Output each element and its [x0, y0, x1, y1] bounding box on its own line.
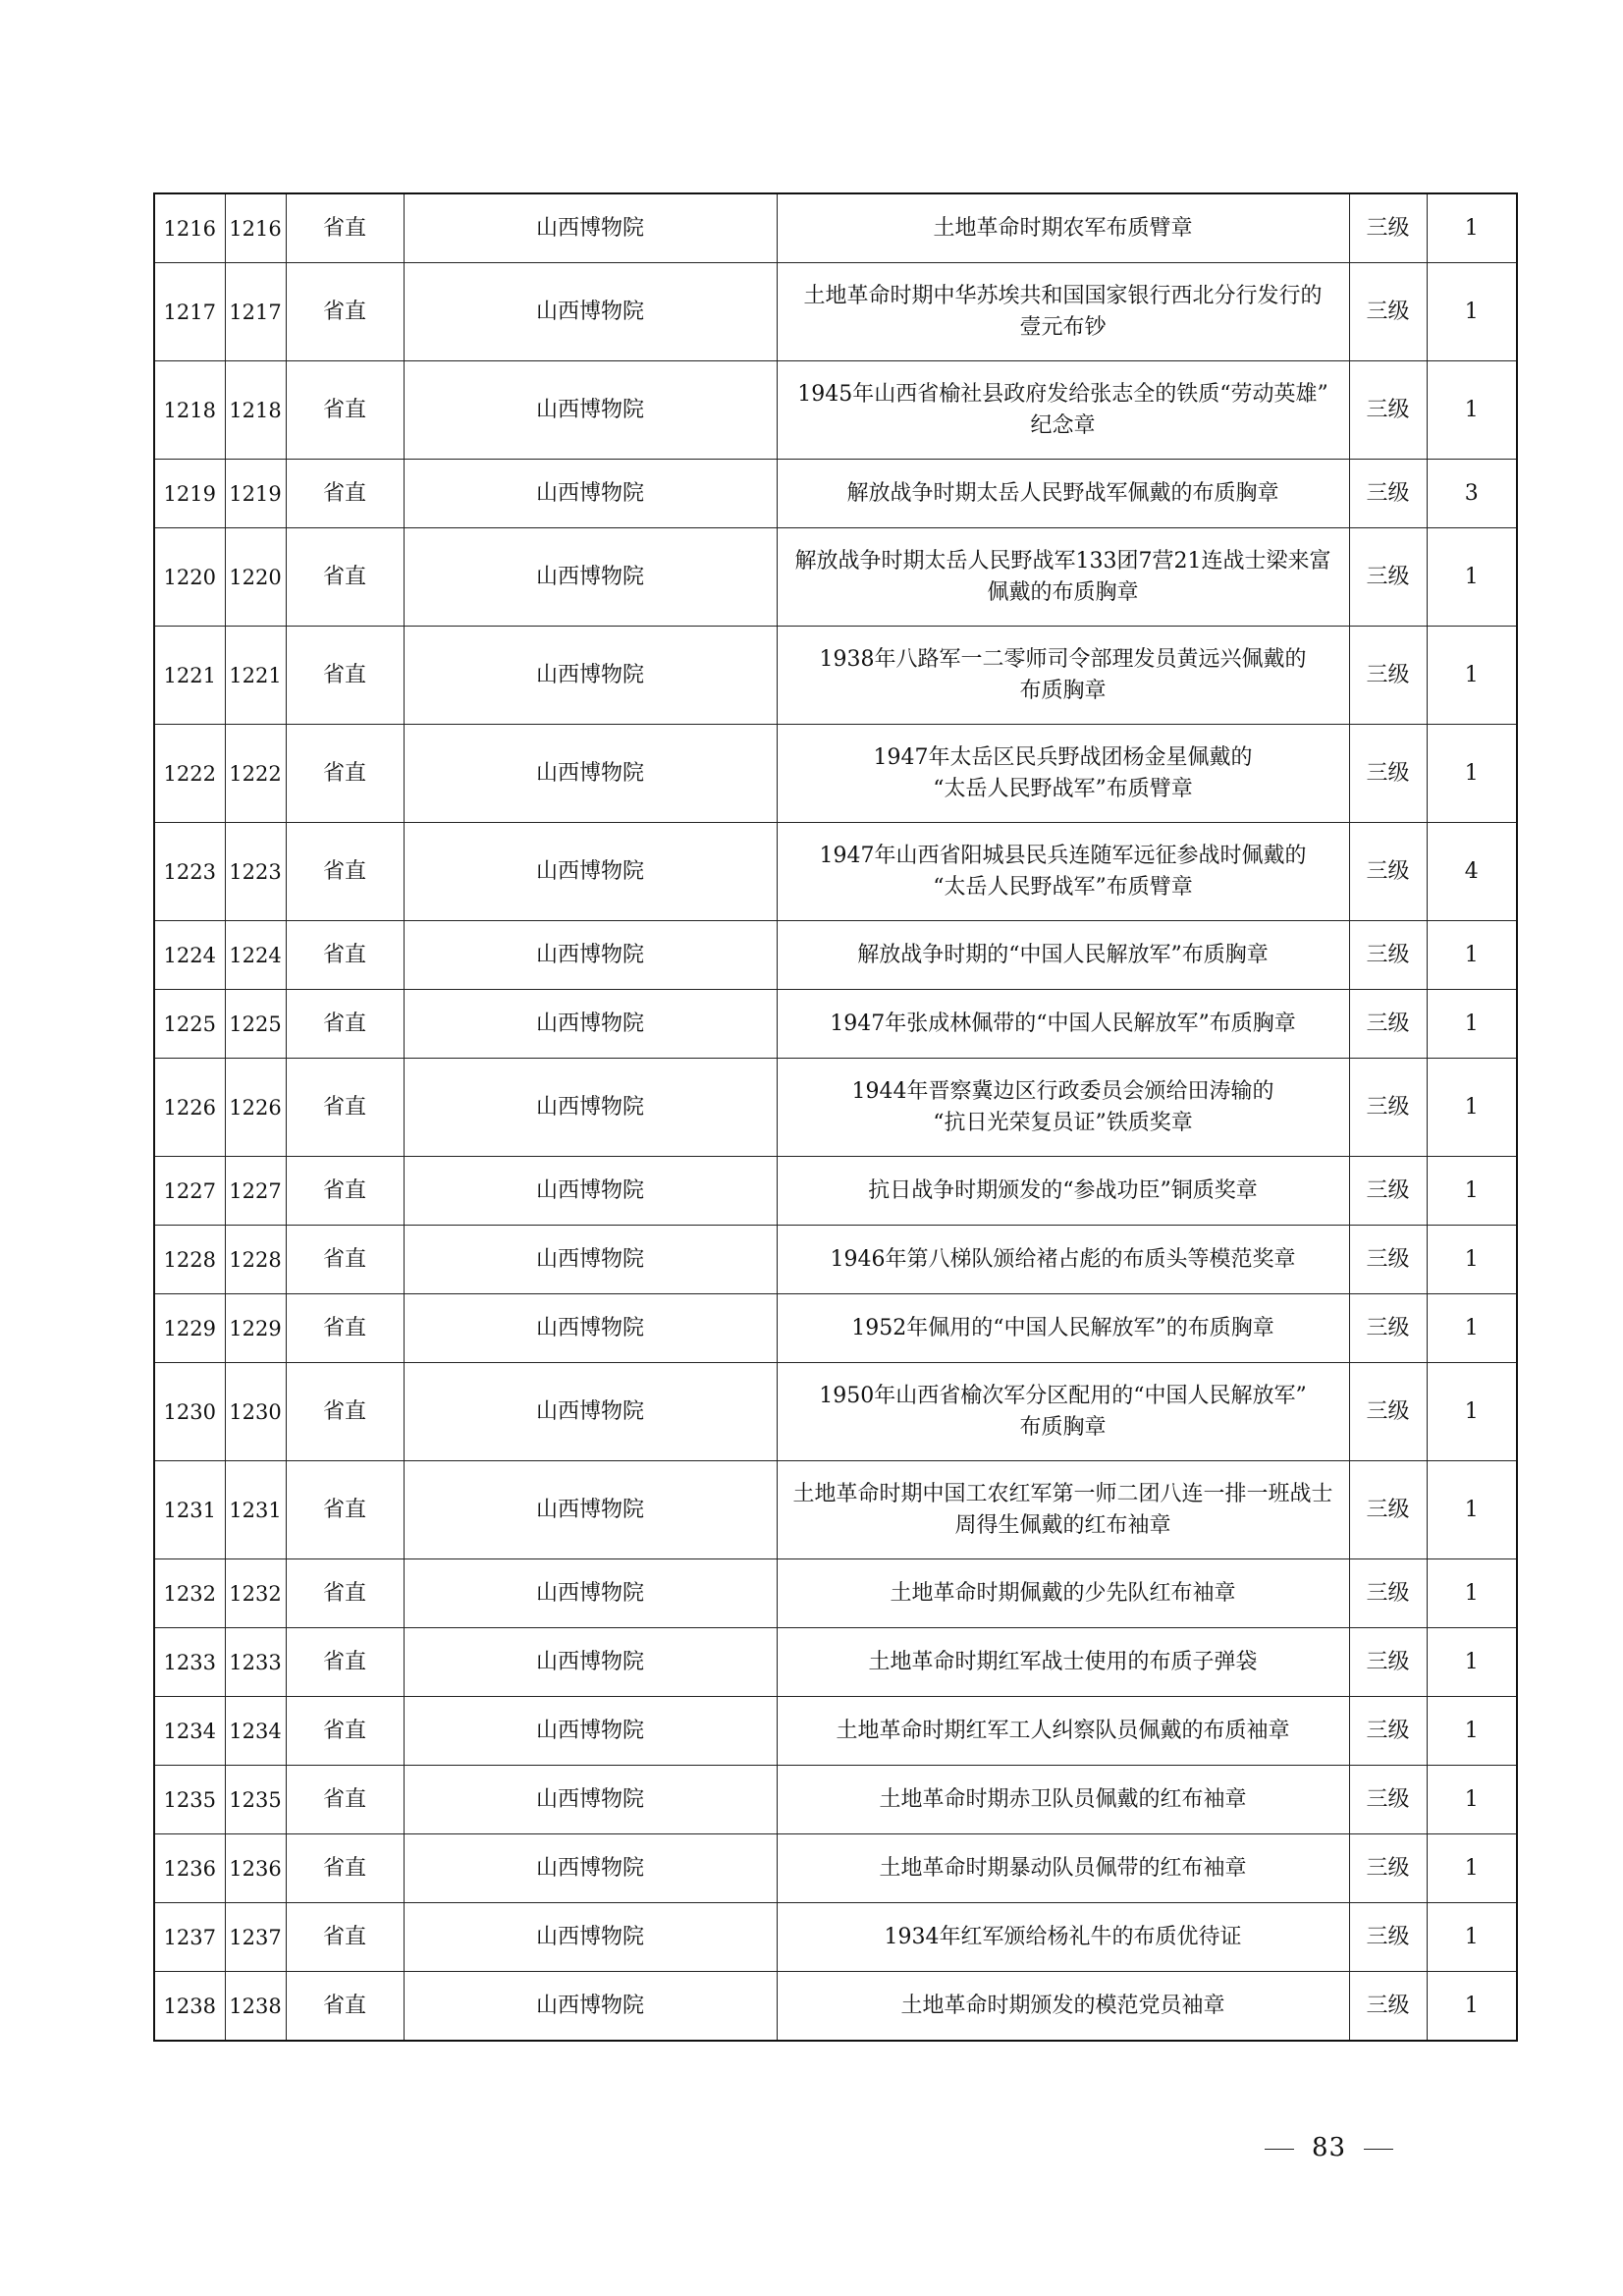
item-name-line: 1944年晋察冀边区行政委员会颁给田涛输的	[851, 1078, 1274, 1104]
item-name-line: 1947年山西省阳城县民兵连随军远征参战时佩戴的	[819, 843, 1307, 868]
cell-item-name	[777, 1157, 1349, 1226]
cell-item-code: 1232	[225, 1559, 286, 1628]
cell-level: 省直	[286, 990, 404, 1059]
cell-serial-number: 1224	[154, 921, 225, 990]
cell-grade: 三级	[1349, 193, 1427, 263]
table-row	[154, 460, 1517, 528]
cell-grade: 三级	[1349, 921, 1427, 990]
item-name-line: 纪念章	[1030, 412, 1096, 438]
item-name-line: 抗日战争时期颁发的“参战功臣”铜质奖章	[868, 1177, 1258, 1203]
cell-serial-number: 1229	[154, 1294, 225, 1363]
cell-unit: 山西博物院	[404, 1157, 777, 1226]
cell-unit: 山西博物院	[404, 823, 777, 921]
item-name-line: 土地革命时期中华苏埃共和国国家银行西北分行发行的	[803, 283, 1323, 308]
item-name-line: 佩戴的布质胸章	[987, 579, 1139, 605]
cell-serial-number: 1232	[154, 1559, 225, 1628]
cell-item-code: 1225	[225, 990, 286, 1059]
item-name-line: “抗日光荣复员证”铁质奖章	[933, 1110, 1193, 1135]
cell-grade: 三级	[1349, 460, 1427, 528]
cell-level: 省直	[286, 1059, 404, 1157]
page-dash-right	[1364, 2149, 1393, 2150]
table-row	[154, 1363, 1517, 1461]
cell-serial-number: 1231	[154, 1461, 225, 1559]
cell-quantity: 1	[1427, 1226, 1517, 1294]
cell-level: 省直	[286, 528, 404, 627]
item-name-line: 周得生佩戴的红布袖章	[954, 1512, 1171, 1538]
table-row	[154, 1226, 1517, 1294]
cell-quantity: 1	[1427, 990, 1517, 1059]
cell-item-name	[777, 627, 1349, 725]
cell-item-name	[777, 1972, 1349, 2042]
cell-level: 省直	[286, 921, 404, 990]
table-row	[154, 823, 1517, 921]
cell-unit: 山西博物院	[404, 1972, 777, 2042]
cell-quantity: 1	[1427, 921, 1517, 990]
cell-quantity: 1	[1427, 1363, 1517, 1461]
cell-serial-number: 1219	[154, 460, 225, 528]
cell-grade: 三级	[1349, 1972, 1427, 2042]
cell-unit: 山西博物院	[404, 1294, 777, 1363]
cell-level: 省直	[286, 460, 404, 528]
page-number-text: 83	[1312, 2133, 1347, 2162]
cell-item-name	[777, 1559, 1349, 1628]
cell-item-name	[777, 1059, 1349, 1157]
cell-grade: 三级	[1349, 1628, 1427, 1697]
cell-grade: 三级	[1349, 1294, 1427, 1363]
cell-item-code: 1236	[225, 1834, 286, 1903]
cell-level: 省直	[286, 1628, 404, 1697]
table-row	[154, 1559, 1517, 1628]
cell-item-code: 1228	[225, 1226, 286, 1294]
item-name-line: 1950年山西省榆次军分区配用的“中国人民解放军”	[819, 1383, 1307, 1408]
cell-unit: 山西博物院	[404, 1461, 777, 1559]
item-name-line: 土地革命时期颁发的模范党员袖章	[900, 1993, 1225, 2018]
item-name-line: 布质胸章	[1019, 1414, 1107, 1440]
item-name-line: 解放战争时期的“中国人民解放军”布质胸章	[857, 942, 1269, 967]
cell-serial-number: 1217	[154, 263, 225, 361]
cell-grade: 三级	[1349, 1461, 1427, 1559]
cell-grade: 三级	[1349, 1559, 1427, 1628]
cell-quantity: 1	[1427, 1059, 1517, 1157]
cell-quantity: 1	[1427, 193, 1517, 263]
table-row	[154, 1697, 1517, 1766]
cell-level: 省直	[286, 361, 404, 460]
cell-serial-number: 1218	[154, 361, 225, 460]
cell-unit: 山西博物院	[404, 990, 777, 1059]
cell-level: 省直	[286, 627, 404, 725]
cell-item-code: 1235	[225, 1766, 286, 1834]
cell-item-code: 1230	[225, 1363, 286, 1461]
item-name-line: 布质胸章	[1019, 678, 1107, 703]
item-name-line: 土地革命时期中国工农红军第一师二团八连一排一班战士	[792, 1481, 1333, 1506]
cell-unit: 山西博物院	[404, 528, 777, 627]
cell-unit: 山西博物院	[404, 921, 777, 990]
cell-item-name	[777, 1628, 1349, 1697]
cell-item-name	[777, 1226, 1349, 1294]
cell-item-code: 1220	[225, 528, 286, 627]
item-name-line: 1947年张成林佩带的“中国人民解放军”布质胸章	[830, 1011, 1296, 1036]
cell-unit: 山西博物院	[404, 1766, 777, 1834]
cell-quantity: 1	[1427, 1294, 1517, 1363]
item-name-line: 1938年八路军一二零师司令部理发员黄远兴佩戴的	[819, 646, 1307, 672]
table-body	[154, 193, 1517, 2041]
item-name-line: 解放战争时期太岳人民野战军133团7营21连战士梁来富	[794, 548, 1331, 574]
table-row	[154, 1628, 1517, 1697]
collection-table	[153, 192, 1518, 2042]
cell-item-code: 1224	[225, 921, 286, 990]
item-name-line: 壹元布钞	[1019, 314, 1107, 340]
cell-grade: 三级	[1349, 1157, 1427, 1226]
item-name-line: 1946年第八梯队颁给褚占彪的布质头等模范奖章	[830, 1246, 1296, 1272]
cell-serial-number: 1223	[154, 823, 225, 921]
cell-grade: 三级	[1349, 990, 1427, 1059]
cell-grade: 三级	[1349, 1766, 1427, 1834]
cell-level: 省直	[286, 1903, 404, 1972]
item-name-line: 土地革命时期红军战士使用的布质子弹袋	[868, 1649, 1258, 1674]
cell-item-code: 1219	[225, 460, 286, 528]
cell-item-code: 1227	[225, 1157, 286, 1226]
cell-grade: 三级	[1349, 1697, 1427, 1766]
cell-serial-number: 1230	[154, 1363, 225, 1461]
cell-unit: 山西博物院	[404, 460, 777, 528]
cell-item-code: 1222	[225, 725, 286, 823]
cell-item-name	[777, 528, 1349, 627]
cell-serial-number: 1235	[154, 1766, 225, 1834]
cell-quantity: 4	[1427, 823, 1517, 921]
cell-unit: 山西博物院	[404, 263, 777, 361]
cell-quantity: 1	[1427, 1903, 1517, 1972]
item-name-line: 土地革命时期赤卫队员佩戴的红布袖章	[879, 1786, 1247, 1812]
cell-grade: 三级	[1349, 627, 1427, 725]
cell-unit: 山西博物院	[404, 1697, 777, 1766]
cell-item-code: 1221	[225, 627, 286, 725]
table-row	[154, 1903, 1517, 1972]
cell-grade: 三级	[1349, 1363, 1427, 1461]
item-name-line: 解放战争时期太岳人民野战军佩戴的布质胸章	[846, 480, 1279, 506]
cell-unit: 山西博物院	[404, 1226, 777, 1294]
page-number	[1247, 2133, 1411, 2162]
cell-grade: 三级	[1349, 1903, 1427, 1972]
cell-level: 省直	[286, 1226, 404, 1294]
cell-quantity: 1	[1427, 627, 1517, 725]
cell-quantity: 1	[1427, 1766, 1517, 1834]
cell-unit: 山西博物院	[404, 1834, 777, 1903]
cell-grade: 三级	[1349, 1226, 1427, 1294]
table-row	[154, 193, 1517, 263]
cell-item-code: 1233	[225, 1628, 286, 1697]
cell-grade: 三级	[1349, 725, 1427, 823]
cell-level: 省直	[286, 725, 404, 823]
cell-item-code: 1226	[225, 1059, 286, 1157]
cell-unit: 山西博物院	[404, 193, 777, 263]
table-row	[154, 990, 1517, 1059]
cell-item-name	[777, 1461, 1349, 1559]
cell-serial-number: 1227	[154, 1157, 225, 1226]
table-row	[154, 263, 1517, 361]
cell-item-code: 1238	[225, 1972, 286, 2042]
cell-quantity: 1	[1427, 1972, 1517, 2042]
cell-unit: 山西博物院	[404, 1903, 777, 1972]
table-row	[154, 361, 1517, 460]
cell-item-code: 1234	[225, 1697, 286, 1766]
cell-unit: 山西博物院	[404, 725, 777, 823]
cell-quantity: 1	[1427, 528, 1517, 627]
cell-level: 省直	[286, 1461, 404, 1559]
cell-grade: 三级	[1349, 263, 1427, 361]
cell-item-name	[777, 1834, 1349, 1903]
cell-item-name	[777, 823, 1349, 921]
table-row	[154, 725, 1517, 823]
cell-quantity: 1	[1427, 361, 1517, 460]
cell-level: 省直	[286, 1559, 404, 1628]
cell-level: 省直	[286, 1972, 404, 2042]
cell-quantity: 1	[1427, 263, 1517, 361]
cell-item-code: 1217	[225, 263, 286, 361]
item-name-line: 1934年红军颁给杨礼牛的布质优待证	[884, 1924, 1242, 1949]
cell-grade: 三级	[1349, 823, 1427, 921]
cell-quantity: 1	[1427, 1697, 1517, 1766]
cell-item-name	[777, 1766, 1349, 1834]
cell-serial-number: 1226	[154, 1059, 225, 1157]
cell-level: 省直	[286, 1834, 404, 1903]
cell-item-code: 1223	[225, 823, 286, 921]
cell-item-code: 1231	[225, 1461, 286, 1559]
cell-quantity: 3	[1427, 460, 1517, 528]
item-name-line: 土地革命时期暴动队员佩带的红布袖章	[879, 1855, 1247, 1881]
cell-quantity: 1	[1427, 725, 1517, 823]
cell-unit: 山西博物院	[404, 627, 777, 725]
cell-item-name	[777, 361, 1349, 460]
cell-serial-number: 1238	[154, 1972, 225, 2042]
cell-item-name	[777, 1363, 1349, 1461]
cell-item-code: 1216	[225, 193, 286, 263]
cell-item-name	[777, 1903, 1349, 1972]
cell-serial-number: 1233	[154, 1628, 225, 1697]
cell-quantity: 1	[1427, 1559, 1517, 1628]
table-row	[154, 1059, 1517, 1157]
table-row	[154, 1294, 1517, 1363]
table-row	[154, 921, 1517, 990]
cell-level: 省直	[286, 1157, 404, 1226]
table-row	[154, 627, 1517, 725]
cell-item-code: 1237	[225, 1903, 286, 1972]
cell-item-code: 1229	[225, 1294, 286, 1363]
cell-item-name	[777, 193, 1349, 263]
table-row	[154, 1461, 1517, 1559]
cell-serial-number: 1225	[154, 990, 225, 1059]
cell-level: 省直	[286, 1294, 404, 1363]
cell-serial-number: 1222	[154, 725, 225, 823]
cell-item-name	[777, 263, 1349, 361]
cell-serial-number: 1234	[154, 1697, 225, 1766]
cell-unit: 山西博物院	[404, 1559, 777, 1628]
cell-unit: 山西博物院	[404, 1628, 777, 1697]
cell-item-name	[777, 990, 1349, 1059]
cell-level: 省直	[286, 193, 404, 263]
item-name-line: 1952年佩用的“中国人民解放军”的布质胸章	[851, 1315, 1274, 1340]
cell-serial-number: 1221	[154, 627, 225, 725]
cell-quantity: 1	[1427, 1834, 1517, 1903]
cell-grade: 三级	[1349, 361, 1427, 460]
item-name-line: 土地革命时期农军布质臂章	[933, 215, 1193, 241]
table-row	[154, 1972, 1517, 2042]
cell-unit: 山西博物院	[404, 1059, 777, 1157]
cell-item-name	[777, 460, 1349, 528]
table-row	[154, 1766, 1517, 1834]
item-name-line: 1947年太岳区民兵野战团杨金星佩戴的	[873, 744, 1253, 770]
cell-quantity: 1	[1427, 1157, 1517, 1226]
table-row	[154, 528, 1517, 627]
cell-level: 省直	[286, 1766, 404, 1834]
item-name-line: 土地革命时期红军工人纠察队员佩戴的布质袖章	[836, 1718, 1290, 1743]
cell-level: 省直	[286, 1697, 404, 1766]
cell-serial-number: 1237	[154, 1903, 225, 1972]
cell-level: 省直	[286, 823, 404, 921]
item-name-line: 1945年山西省榆社县政府发给张志全的铁质“劳动英雄”	[797, 381, 1328, 407]
cell-level: 省直	[286, 263, 404, 361]
cell-serial-number: 1236	[154, 1834, 225, 1903]
cell-serial-number: 1220	[154, 528, 225, 627]
cell-quantity: 1	[1427, 1461, 1517, 1559]
cell-quantity: 1	[1427, 1628, 1517, 1697]
cell-serial-number: 1228	[154, 1226, 225, 1294]
item-name-line: “太岳人民野战军”布质臂章	[933, 874, 1193, 900]
cell-unit: 山西博物院	[404, 1363, 777, 1461]
cell-item-name	[777, 1697, 1349, 1766]
table-row	[154, 1834, 1517, 1903]
cell-item-name	[777, 921, 1349, 990]
cell-serial-number: 1216	[154, 193, 225, 263]
cell-grade: 三级	[1349, 1059, 1427, 1157]
item-name-line: “太岳人民野战军”布质臂章	[933, 776, 1193, 801]
page-dash-left	[1265, 2149, 1294, 2150]
table-row	[154, 1157, 1517, 1226]
cell-level: 省直	[286, 1363, 404, 1461]
cell-grade: 三级	[1349, 1834, 1427, 1903]
cell-unit: 山西博物院	[404, 361, 777, 460]
item-name-line: 土地革命时期佩戴的少先队红布袖章	[890, 1580, 1236, 1606]
cell-grade: 三级	[1349, 528, 1427, 627]
cell-item-name	[777, 725, 1349, 823]
cell-item-code: 1218	[225, 361, 286, 460]
cell-item-name	[777, 1294, 1349, 1363]
